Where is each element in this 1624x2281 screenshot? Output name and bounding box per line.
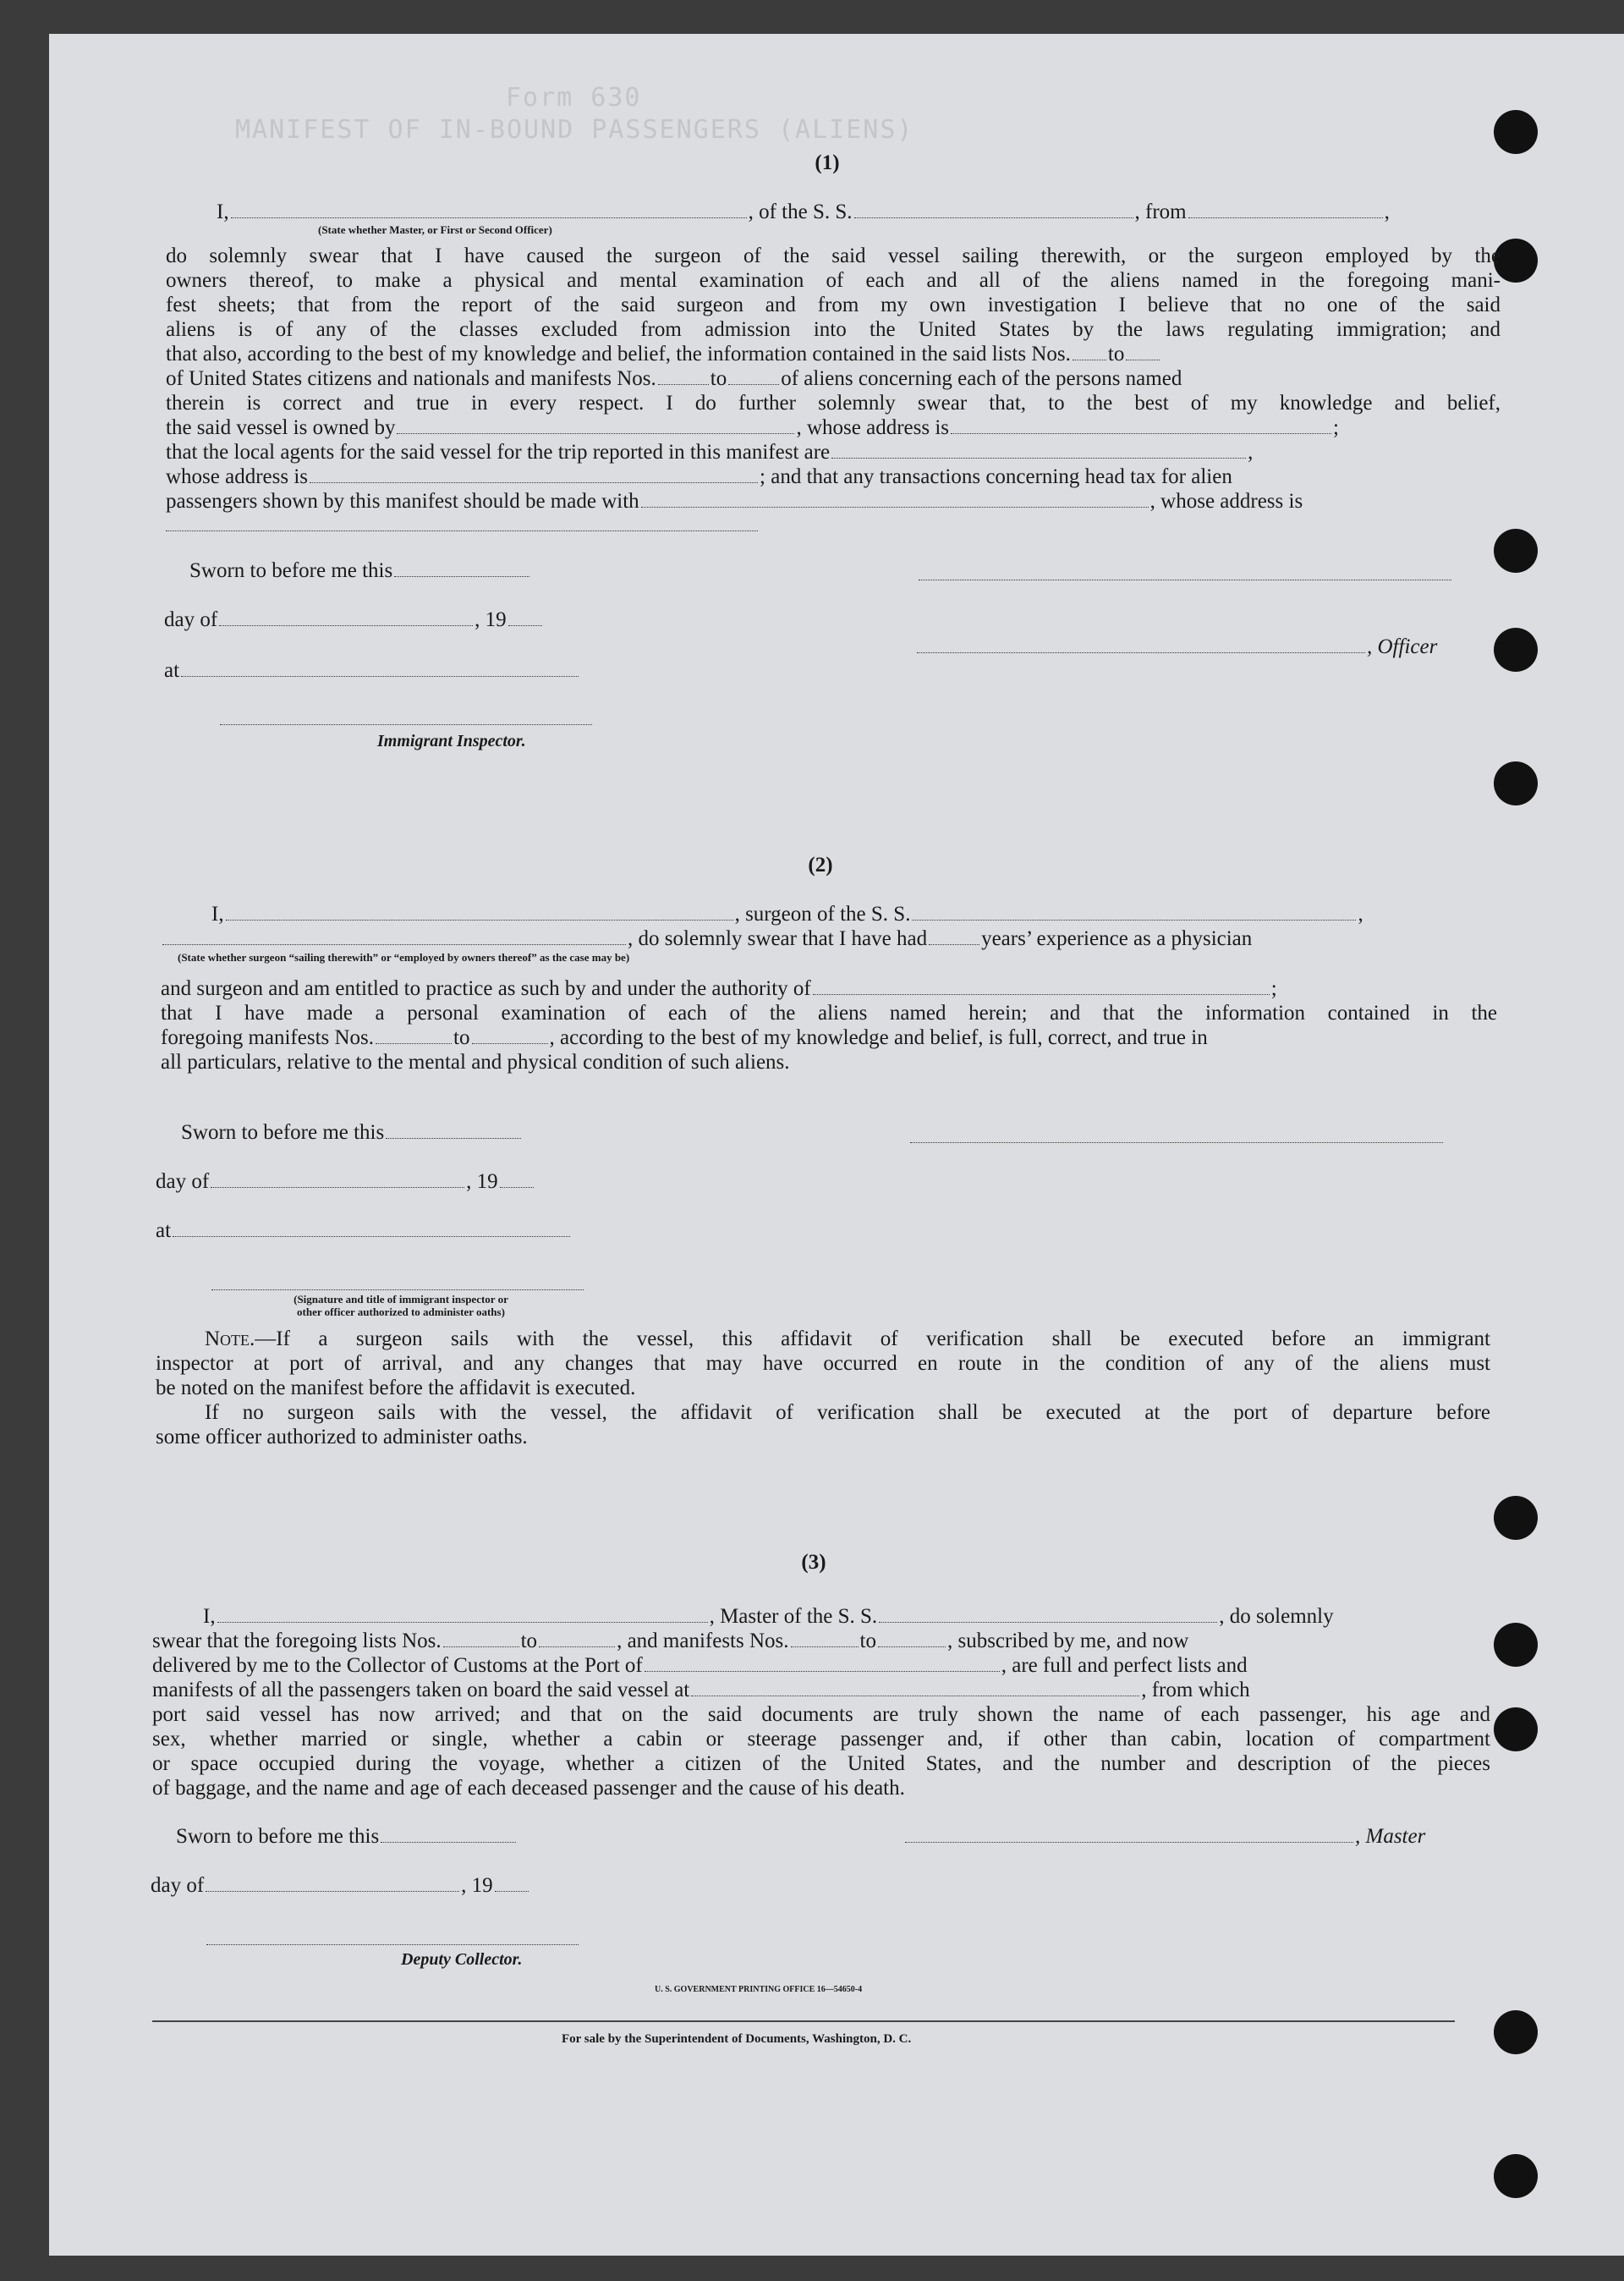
manifests-from-field[interactable] — [658, 369, 709, 385]
authority-field[interactable] — [813, 979, 1270, 995]
section1-number: (1) — [815, 151, 840, 174]
local-agents-field[interactable] — [831, 442, 1246, 459]
section3-para-line: port said vessel has now arrived; and that on the said documents are truly shown the name of each passenger, his age and — [152, 1703, 1490, 1726]
section1-dayof: day of , 19 — [164, 607, 544, 632]
section2-number: (2) — [808, 854, 833, 877]
lists-to-field[interactable] — [1126, 344, 1160, 360]
section2-line1: I, , surgeon of the S. S. , — [211, 903, 1363, 926]
section2-sig-hint: (Signature and title of immigrant inspector or other officer authorized to administer oaths) — [294, 1293, 508, 1318]
punch-hole — [1494, 1623, 1538, 1667]
surgeon-status-field[interactable] — [162, 929, 626, 945]
at-place-field[interactable] — [181, 661, 579, 677]
section2-para-line: all particulars, relative to the mental and physical condition of such aliens. — [161, 1051, 790, 1074]
punch-hole — [1494, 1707, 1538, 1751]
punch-hole — [1494, 1496, 1538, 1540]
owner-field[interactable] — [397, 418, 794, 434]
faint-header-line1: Form 630 — [506, 83, 642, 113]
section3-dayof: day of , 19 — [151, 1873, 530, 1898]
from-port-field[interactable] — [1188, 202, 1383, 218]
master-signature-line[interactable] — [905, 1827, 1353, 1843]
s3-sworn-date-field[interactable] — [381, 1827, 516, 1843]
section3-para-line: sex, whether married or single, whether a cabin or steerage passenger and, if other than cabin, location of compartment — [152, 1728, 1490, 1751]
punch-hole — [1494, 761, 1538, 805]
s2-manifests-from-field[interactable] — [376, 1028, 452, 1044]
s2-day-of-field[interactable] — [211, 1172, 464, 1188]
s3-manifests-from-field[interactable] — [791, 1631, 859, 1647]
section2-dayof: day of , 19 — [156, 1169, 535, 1194]
section2-at: at — [156, 1218, 572, 1243]
head-tax-party-field[interactable] — [641, 492, 1149, 508]
section2-para-line: foregoing manifests Nos. to , according to the best of my knowledge and belief, is full, correct, and true in — [161, 1026, 1208, 1049]
section1-para-line: that also, according to the best of my knowledge and belief, the information contained in the said lists Nos. to — [166, 342, 1161, 366]
punch-hole — [1494, 628, 1538, 672]
s2-inspector-signature-line[interactable] — [211, 1289, 584, 1290]
section3-number: (3) — [801, 1551, 826, 1574]
punch-hole — [1494, 2154, 1538, 2198]
s3-lists-to-field[interactable] — [539, 1631, 615, 1647]
surgeon-signature-line[interactable] — [910, 1142, 1443, 1143]
punch-hole — [1494, 110, 1538, 154]
surgeon-name-field[interactable] — [226, 904, 733, 921]
owner-address-field[interactable] — [951, 418, 1331, 434]
section3-line1: I, , Master of the S. S. , do solemnly — [203, 1605, 1334, 1628]
s3-year-field[interactable] — [495, 1876, 529, 1892]
agents-address-field[interactable] — [310, 467, 758, 483]
surgeon-vessel-field[interactable] — [912, 904, 1356, 921]
s3-day-of-field[interactable] — [206, 1876, 459, 1892]
section1-officer-hint: (State whether Master, or First or Second Officer) — [318, 223, 552, 236]
section1-para-line: fest sheets; that from the report of the said surgeon and from my own investigation I believe that no one of the said — [166, 294, 1501, 316]
section1-inspector-label: Immigrant Inspector. — [377, 732, 526, 750]
section1-officer: , Officer — [915, 635, 1437, 659]
section1-para-line: passengers shown by this manifest should be made with , whose address is — [166, 490, 1303, 513]
section1-para-line: that the local agents for the said vessel for the trip reported in this manifest are , — [166, 441, 1254, 464]
sale-notice: For sale by the Superintendent of Documents, Washington, D. C. — [562, 2032, 912, 2046]
manifests-to-field[interactable] — [728, 369, 779, 385]
section1-para-line: the said vessel is owned by , whose address is ; — [166, 416, 1339, 439]
section1-para-line: therein is correct and true in every respect. I do further solemnly swear that, to the best of my knowledge and belief, — [166, 392, 1501, 415]
section1-para-line: whose address is ; and that any transactions concerning head tax for alien — [166, 465, 1232, 488]
punch-hole — [1494, 529, 1538, 573]
punch-hole — [1494, 2010, 1538, 2054]
footer-rule — [152, 2020, 1455, 2022]
section3-para-line: of baggage, and the name and age of each deceased passenger and the cause of his death. — [152, 1777, 905, 1800]
years-experience-field[interactable] — [929, 929, 979, 945]
year-field[interactable] — [508, 610, 542, 626]
section2-para-line: that I have made a personal examination of each of the aliens named herein; and that the information contained in the — [161, 1002, 1497, 1025]
day-of-field[interactable] — [219, 610, 473, 626]
section1-at: at — [164, 658, 580, 683]
section2-note-line: be noted on the manifest before the affidavit is executed. — [156, 1377, 636, 1399]
section2-sworn: Sworn to before me this — [181, 1120, 523, 1145]
section2-note-line: some officer authorized to administer oaths. — [156, 1426, 528, 1448]
boarding-port-field[interactable] — [691, 1680, 1139, 1696]
sworn-date-field[interactable] — [394, 561, 529, 577]
section1-para-line: aliens is of any of the classes excluded from admission into the United States by the laws regulating immigration; and — [166, 318, 1501, 341]
section2-para-line: and surgeon and am entitled to practice as such by and under the authority of ; — [161, 977, 1277, 1000]
lists-from-field[interactable] — [1073, 344, 1106, 360]
s2-sworn-date-field[interactable] — [386, 1123, 521, 1139]
s3-lists-from-field[interactable] — [443, 1631, 519, 1647]
s3-manifests-to-field[interactable] — [878, 1631, 946, 1647]
section2-note-line: Note.—If a surgeon sails with the vessel, this affidavit of verification shall be executed before an immigrant — [205, 1327, 1490, 1350]
section1-line1: I, , of the S. S. , from , — [217, 201, 1390, 223]
deputy-collector-signature-line[interactable] — [206, 1944, 579, 1945]
inspector-signature-line[interactable] — [220, 724, 592, 725]
section2-line2: , do solemnly swear that I have had years’ experience as a physician — [161, 926, 1252, 951]
head-tax-address-field[interactable] — [166, 530, 758, 531]
s2-at-place-field[interactable] — [173, 1221, 570, 1237]
section2-note-line: If no surgeon sails with the vessel, the affidavit of verification shall be executed at the port of departure before — [205, 1401, 1490, 1424]
section2-surgeon-hint: (State whether surgeon “sailing therewith” or “employed by owners thereof” as the case may be) — [178, 951, 630, 964]
section2-note-line: inspector at port of arrival, and any changes that may have occurred en route in the condition of any of the aliens must — [156, 1352, 1490, 1375]
section1-para-line: do solemnly swear that I have caused the surgeon of the said vessel sailing therewith, or the surgeon employed by the — [166, 245, 1501, 267]
section3-para-line: swear that the foregoing lists Nos. to , and manifests Nos. to , subscribed by me, and now — [152, 1630, 1189, 1652]
port-field[interactable] — [645, 1656, 1000, 1672]
section1-para-line: owners thereof, to make a physical and mental examination of each and all of the aliens named in the foregoing mani- — [166, 269, 1501, 292]
officer-title-field[interactable] — [917, 637, 1365, 653]
faint-header-line2: MANIFEST OF IN-BOUND PASSENGERS (ALIENS) — [235, 115, 914, 145]
s2-manifests-to-field[interactable] — [472, 1028, 548, 1044]
section3-master: , Master — [903, 1824, 1425, 1849]
s2-year-field[interactable] — [500, 1172, 534, 1188]
s3-vessel-field[interactable] — [879, 1607, 1217, 1623]
gpo-imprint: U. S. GOVERNMENT PRINTING OFFICE 16—54650-4 — [655, 1985, 863, 1994]
section3-deputy-label: Deputy Collector. — [401, 1950, 523, 1969]
section3-sworn: Sworn to before me this — [176, 1824, 518, 1849]
form-page — [49, 34, 1624, 2256]
officer-name-field[interactable] — [231, 202, 747, 218]
section1-para-line: of United States citizens and nationals and manifests Nos. to of aliens concerning each of the persons named — [166, 367, 1182, 390]
section3-para-line: or space occupied during the voyage, whether a citizen of the United States, and the number and description of the pieces — [152, 1752, 1490, 1775]
vessel-name-field[interactable] — [854, 202, 1133, 218]
master-name-field[interactable] — [217, 1607, 708, 1623]
section1-sworn: Sworn to before me this — [189, 558, 531, 583]
section3-para-line: delivered by me to the Collector of Customs at the Port of , are full and perfect lists and — [152, 1654, 1248, 1677]
section3-para-line: manifests of all the passengers taken on board the said vessel at , from which — [152, 1679, 1250, 1701]
